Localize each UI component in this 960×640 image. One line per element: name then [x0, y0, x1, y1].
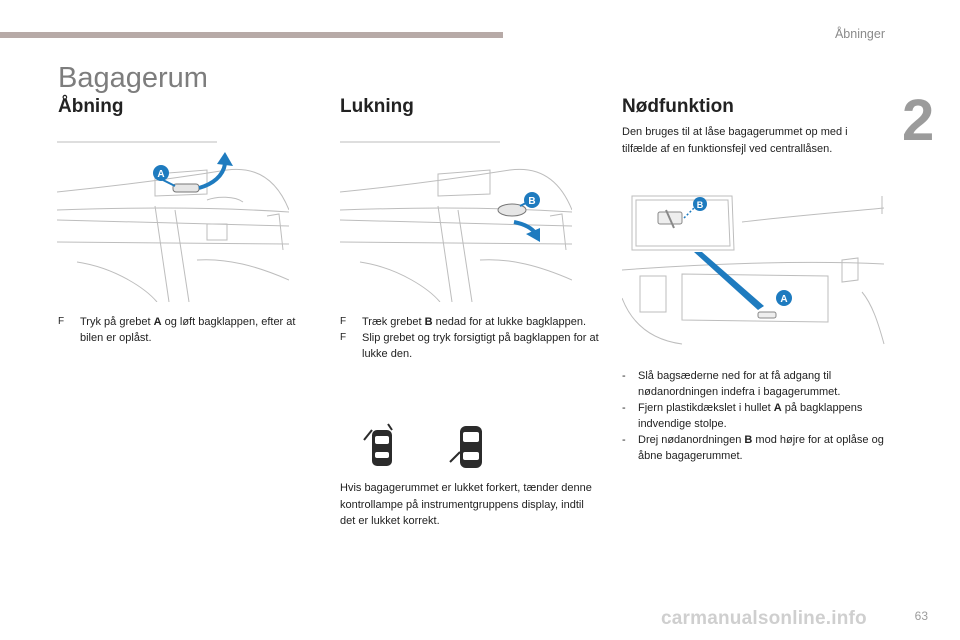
- dash-marker: -: [622, 370, 626, 382]
- warning-lamp-icons: [362, 422, 492, 470]
- bullet-marker-icon: F: [340, 332, 347, 343]
- heading-lukning: Lukning: [340, 96, 414, 117]
- list-item: - Fjern plastikdækslet i hullet A på bagklappens indvendige stolpe.: [622, 402, 863, 430]
- emergency-steps: [622, 368, 884, 464]
- chapter-number: 2: [902, 88, 935, 153]
- page-title: Bagagerum: [58, 62, 208, 94]
- bullet-marker-icon: F: [340, 316, 347, 327]
- tailgate-close-illustration: [340, 140, 572, 302]
- emergency-intro: Den bruges til at låse bagagerummet op med i tilfælde af en funktionsfejl ved centrallåsen.: [622, 126, 848, 155]
- page-number: 63: [914, 609, 928, 623]
- list-item: - Slå bagsæderne ned for at få adgang til nødanordningen indefra i bagagerummet.: [622, 370, 841, 398]
- section-label: Åbninger: [834, 27, 885, 41]
- watermark: carmanualsonline.info: [661, 608, 867, 629]
- bullet-item: F Tryk på grebet A og løft bagklappen, efter at bilen er oplåst.: [58, 316, 296, 344]
- car-top-view-open-trunk-icon: [364, 424, 392, 466]
- bullet-item: F Træk grebet B nedad for at lukke bagklappen.: [340, 316, 587, 328]
- warning-lamp-text: Hvis bagagerummet er lukket forkert, tænder denne kontrollampe på instrumentgruppens display, indtil det er lukket korrekt.: [340, 482, 592, 527]
- aabning-bullets: [58, 314, 316, 346]
- callout-b: B: [696, 200, 704, 210]
- list-item: - Drej nødanordningen B mod højre for at oplåse og åbne bagagerummet.: [622, 434, 884, 462]
- heading-aabning: Åbning: [58, 96, 124, 117]
- car-top-view-open-tailgate-icon: [450, 426, 482, 468]
- heading-noedfunktion: Nødfunktion: [622, 96, 734, 117]
- dash-marker: -: [622, 402, 626, 414]
- lukning-bullets: [340, 314, 602, 362]
- callout-a: A: [780, 294, 788, 305]
- dash-marker: -: [622, 434, 626, 446]
- callout-b: B: [528, 196, 536, 207]
- tailgate-open-illustration: [57, 140, 289, 302]
- top-bar: [0, 32, 503, 38]
- bullet-marker-icon: F: [58, 316, 65, 327]
- bullet-item: F Slip grebet og tryk forsigtigt på bagklappen for at lukke den.: [340, 332, 599, 360]
- emergency-release-illustration: [622, 194, 886, 354]
- callout-a: A: [157, 169, 165, 180]
